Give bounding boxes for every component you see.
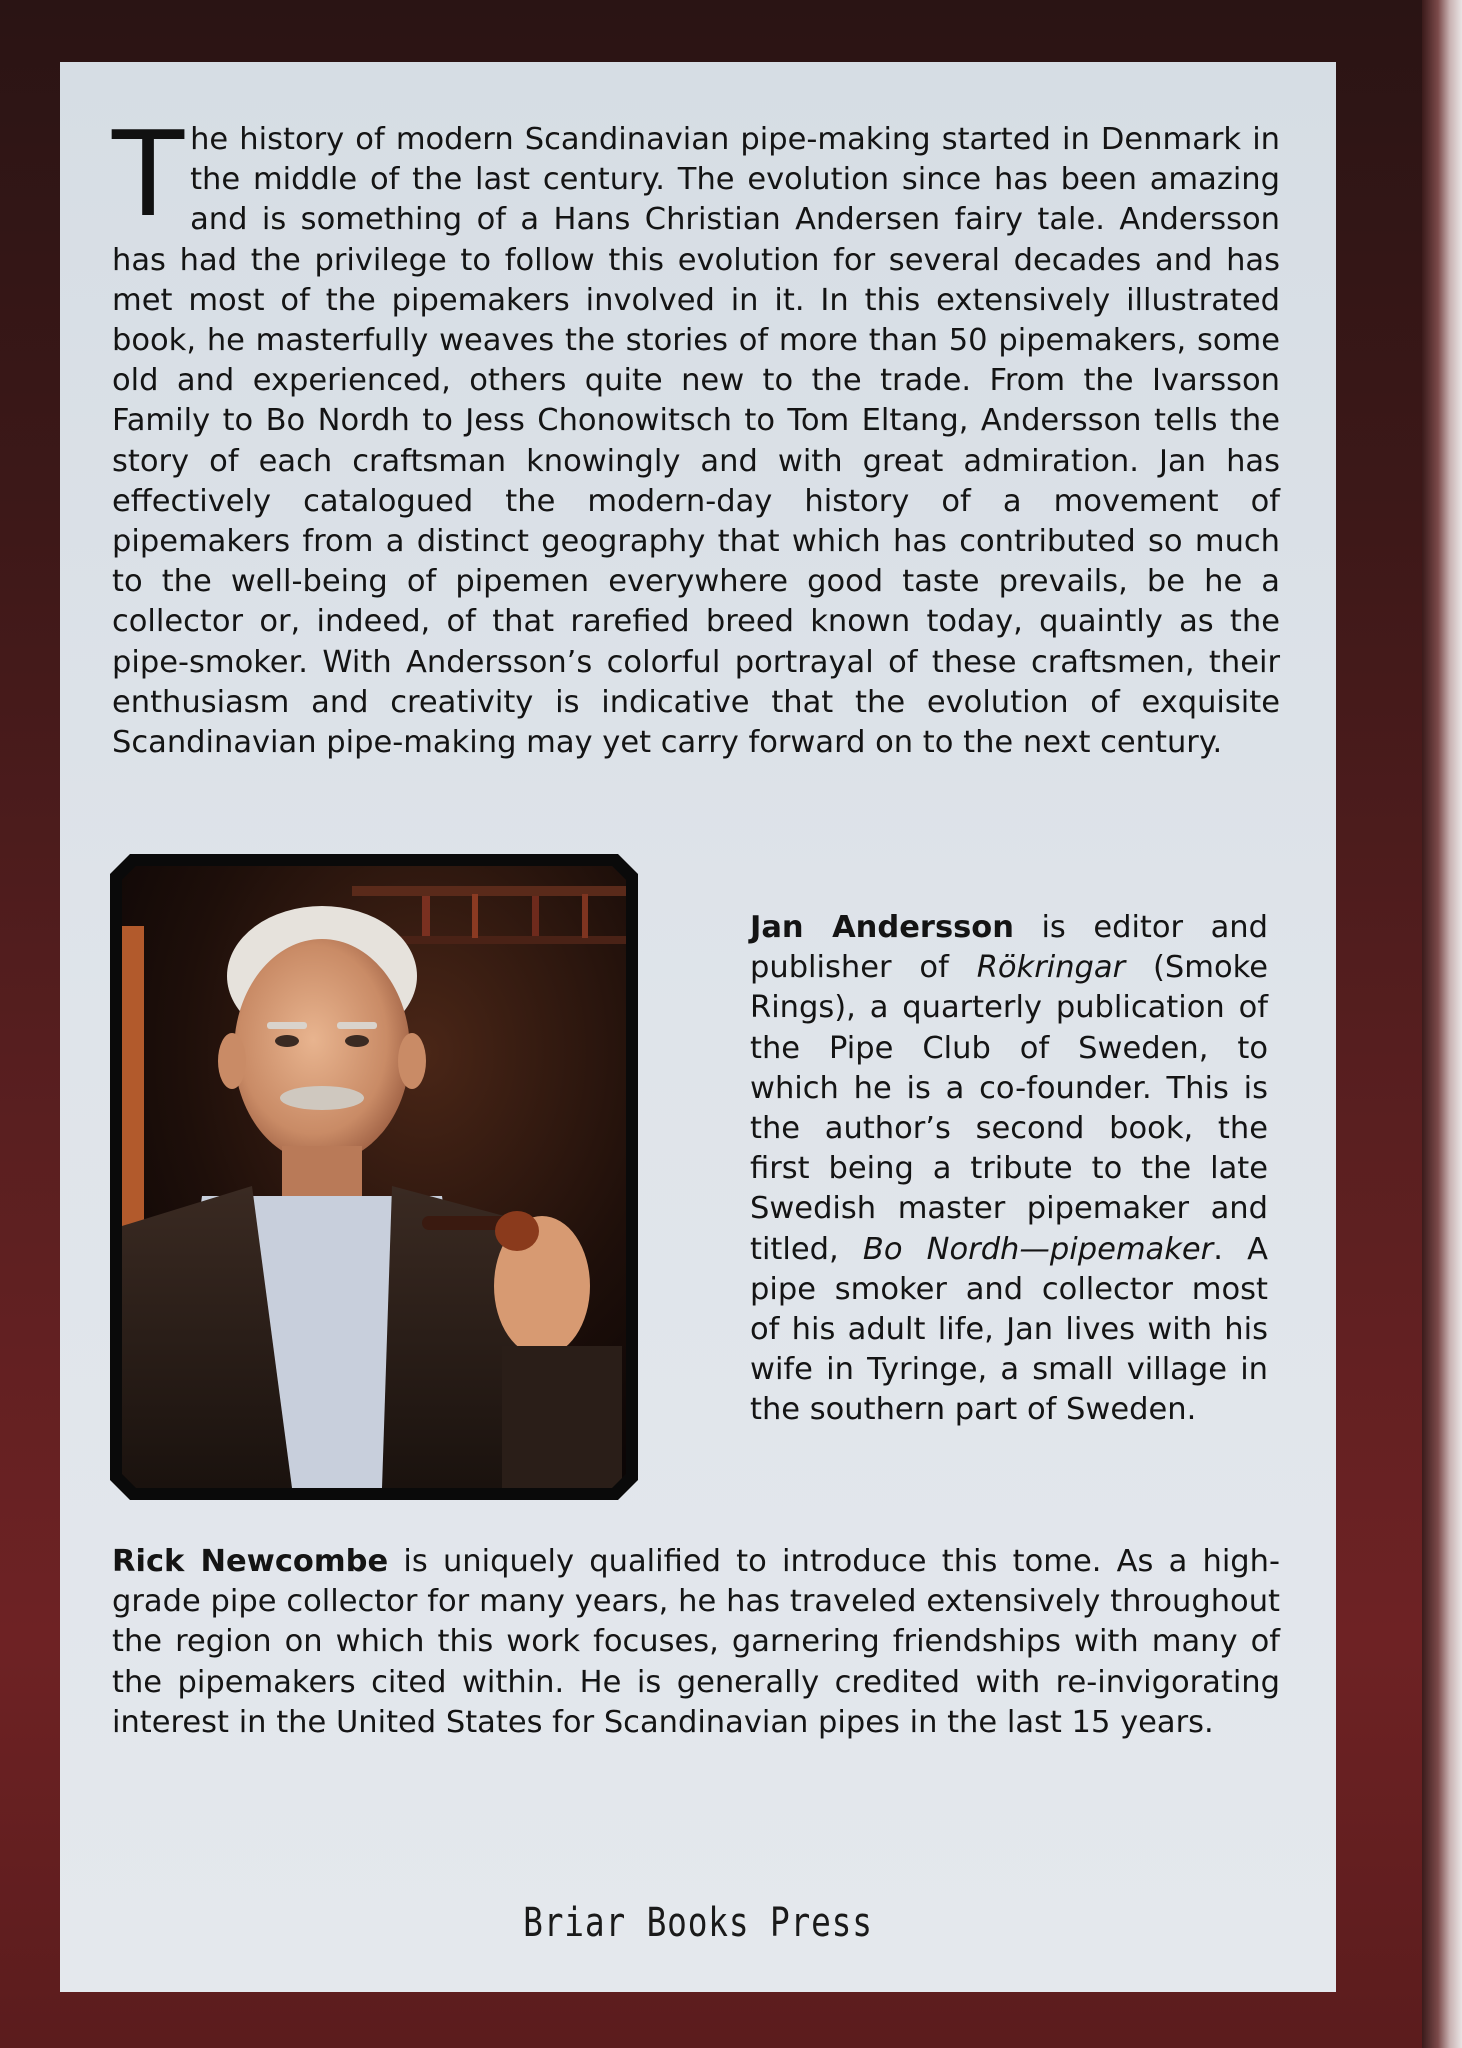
- author-photo: [122, 866, 626, 1488]
- cover-text-panel: [60, 62, 1336, 1992]
- introducer-bio-text: is uniquely qualified to introduce this tome. As a high-grade pipe collector for many years, he has traveled extensively throughout the region on which this work focuses, garnering friendships with many of the pipemakers cited within. He is generally credited with re-invigorating interest in the United States for Scandinavian pipes in the last 15 years.: [112, 1544, 1280, 1740]
- cover-spine-edge: [1422, 0, 1462, 2048]
- introducer-bio-paragraph: [112, 1542, 1280, 1743]
- author-bio-part3: . A pipe smoker and collector most of his adult life, Jan lives with his wife in Tyringe, a small village in the southern part of Sweden.: [750, 1231, 1268, 1428]
- author-portrait-illustration: [122, 866, 626, 1488]
- author-bio-paragraph: [750, 908, 1268, 1431]
- publication-title: Rökringar: [976, 950, 1126, 986]
- intro-paragraph: [112, 105, 1280, 763]
- author-bio-part2: (Smoke Rings), a quarterly publication of the Pipe Club of Sweden, to which he is a co-founder. This is the author’s second book, the first being a tribute to the late Swedish master pipemaker and titled,: [750, 950, 1268, 1267]
- author-bio-part1: is editor and publisher of: [750, 910, 1268, 986]
- introducer-name: Rick Newcombe: [112, 1544, 389, 1579]
- author-name: Jan Andersson: [750, 910, 1014, 945]
- author-photo-frame: [110, 854, 638, 1500]
- book-title: Bo Nordh—pipemaker: [862, 1231, 1214, 1267]
- intro-text: he history of modern Scandinavian pipe-making started in Denmark in the middle of the last century. The evolution since has been amazing and is something of a Hans Christian Andersen fairy tale. Andersson has had the privilege to follow this evolution for several decades and has met most of the pipemakers involved in it. In this extensively illustrated book, he masterfully weaves the stories of more than 50 pipemakers, some old and experienced, others quite new to the trade. From the Ivarsson Family to Bo Nordh to Jess Chonowitsch to Tom Eltang, Andersson tells the story of each craftsman knowingly and with great admiration. Jan has effectively catalogued the modern-day history of a movement of pipemakers from a distinct geography that which has contributed so much to the well-being of pipemen everywhere good taste prevails, be he a collector or, indeed, of that rarefied breed known today, quaintly as the pipe-smoker. With Andersson’s colorful portrayal of these craftsmen, their enthusiasm and creativity is indicative that the evolution of exquisite Scandinavian pipe-making may yet carry forward on to the next century.: [112, 122, 1280, 761]
- drop-cap: T: [112, 105, 185, 243]
- publisher-name: Briar Books Press: [523, 1900, 873, 1946]
